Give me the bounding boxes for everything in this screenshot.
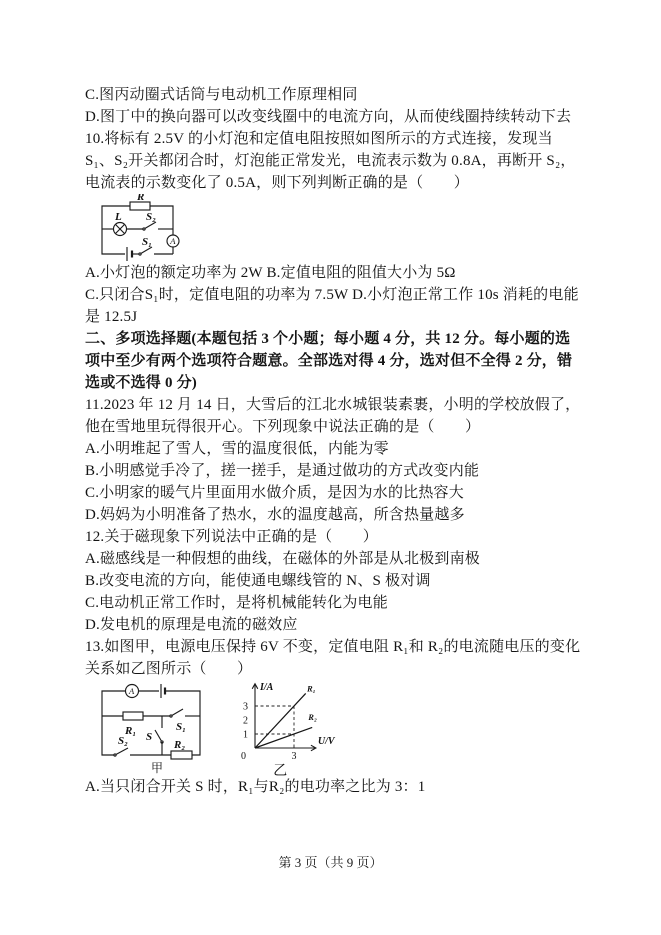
question-12-option-c: C.电动机正常工作时，是将机械能转化为电能 (85, 595, 388, 611)
question-13-option-a: A.当只闭合开关 S 时，R₁与R₂的电功率之比为 3：1 (85, 779, 426, 795)
switch-blade (140, 247, 152, 254)
prev-question-option-c: C.图丙动圈式话筒与电动机工作原理相同 (85, 87, 358, 103)
switch-contact (143, 228, 145, 230)
question-11-stem: 11.2023 年 12 月 14 日，大雪后的江北水城银装素裹，小明的学校放假了，他在雪地里玩得很开心。下列现象中说法正确的是（ ） (85, 397, 581, 435)
switch-contact (114, 754, 116, 756)
question-11-option-a: A.小明堆起了雪人，雪的温度很低，内能为零 (85, 441, 389, 457)
lamp-label: L (115, 211, 122, 223)
resistor-icon (130, 202, 150, 210)
question-11-option-c: C.小明家的暖气片里面用水做介质，是因为水的比热容大 (85, 485, 464, 501)
circuit-diagram-q13 (95, 680, 207, 776)
switch-contact (139, 253, 141, 255)
series-label: R₂ (308, 712, 317, 722)
section-2-header: 二、多项选择题(本题包括 3 个小题；每小题 4 分，共 12 分。每小题的选项中至少有两个选项符合题意。全部选对得 4 分，选对但不全得 2 分，错选或不选得 0 分) (85, 331, 573, 391)
question-10-stem: 10.将标有 2.5V 的小灯泡和定值电阻按照如图所示的方式连接，发现当 S₁、S₂开关都闭合时，灯泡能正常发光，电流表示数为 0.8A，再断开 S₂，电流表的示数变化了 0.5A，则下列判断正确的是（ ） (85, 131, 576, 191)
figure-yi-label: 乙 (273, 764, 288, 778)
question-10-options-cd: C.只闭合S₁时，定值电阻的功率为 7.5W D.小灯泡正常工作 10s 消耗的电能是 12.5J (85, 287, 579, 325)
figure-jia-label: 甲 (151, 761, 164, 775)
question-13-figures (85, 680, 582, 776)
ammeter-label: A (170, 236, 176, 246)
ammeter-label: A (129, 686, 135, 696)
origin-label: 0 (241, 751, 246, 762)
y-axis-title: I/A (260, 681, 274, 693)
resistor-icon (171, 751, 192, 759)
resistor-label: R (137, 194, 145, 203)
resistor-icon (123, 712, 143, 720)
question-10-options-ab: A.小灯泡的额定功率为 2W B.定值电阻的阻值大小为 5Ω (85, 265, 456, 281)
switch-blade (144, 222, 156, 229)
series-line-R₁ (255, 693, 306, 748)
y-tick-label: 2 (243, 715, 248, 727)
question-10-circuit-figure (85, 194, 582, 262)
resistor2-label: R₂ (174, 739, 186, 751)
switch-s-label: S (146, 731, 153, 743)
page-number-footer: 第 3 页（共 9 页） (278, 855, 383, 870)
x-axis-title: U/V (317, 736, 335, 747)
y-tick-label: 3 (243, 701, 248, 713)
switch2-label: S₂ (118, 735, 128, 747)
question-12-option-a: A.磁感线是一种假想的曲线，在磁体的外部是从北极到南极 (85, 551, 480, 567)
question-12-option-b: B.改变电流的方向，能使通电螺线管的 N、S 极对调 (85, 573, 431, 589)
question-12-stem: 12.关于磁现象下列说法中正确的是（ ） (85, 529, 378, 545)
question-12-option-d: D.发电机的原理是电流的磁效应 (85, 617, 298, 633)
switch1-label: S₁ (176, 721, 186, 733)
series-line-R₂ (255, 727, 312, 748)
prev-question-option-d: D.图丁中的换向器可以改变线圈中的电流方向，从而使线圈持续转动下去 (85, 109, 572, 125)
page-content (85, 84, 582, 798)
series-label: R₁ (307, 683, 316, 694)
x-tick-label: 3 (291, 751, 297, 762)
question-13-stem: 13.如图甲，电源电压保持 6V 不变，定值电阻 R₁和 R₂的电流随电压的变化关系如乙图所示（ ） (85, 639, 581, 677)
y-tick-label: 1 (243, 729, 248, 741)
switch2-label: S₂ (146, 211, 156, 223)
circuit-diagram-q10 (98, 194, 188, 262)
switch-blade (115, 748, 128, 755)
resistor1-label: R₁ (125, 725, 137, 737)
switch-contact (170, 715, 172, 717)
iu-characteristic-graph (231, 680, 343, 778)
question-11-option-b: B.小明感觉手冷了，搓一搓手，是通过做功的方式改变内能 (85, 463, 480, 479)
switch-blade (171, 709, 183, 716)
switch1-label: S₁ (142, 236, 152, 248)
switch-blade (155, 730, 162, 742)
question-11-option-d: D.妈妈为小明准备了热水，水的温度越高，所含热量越多 (85, 507, 465, 523)
